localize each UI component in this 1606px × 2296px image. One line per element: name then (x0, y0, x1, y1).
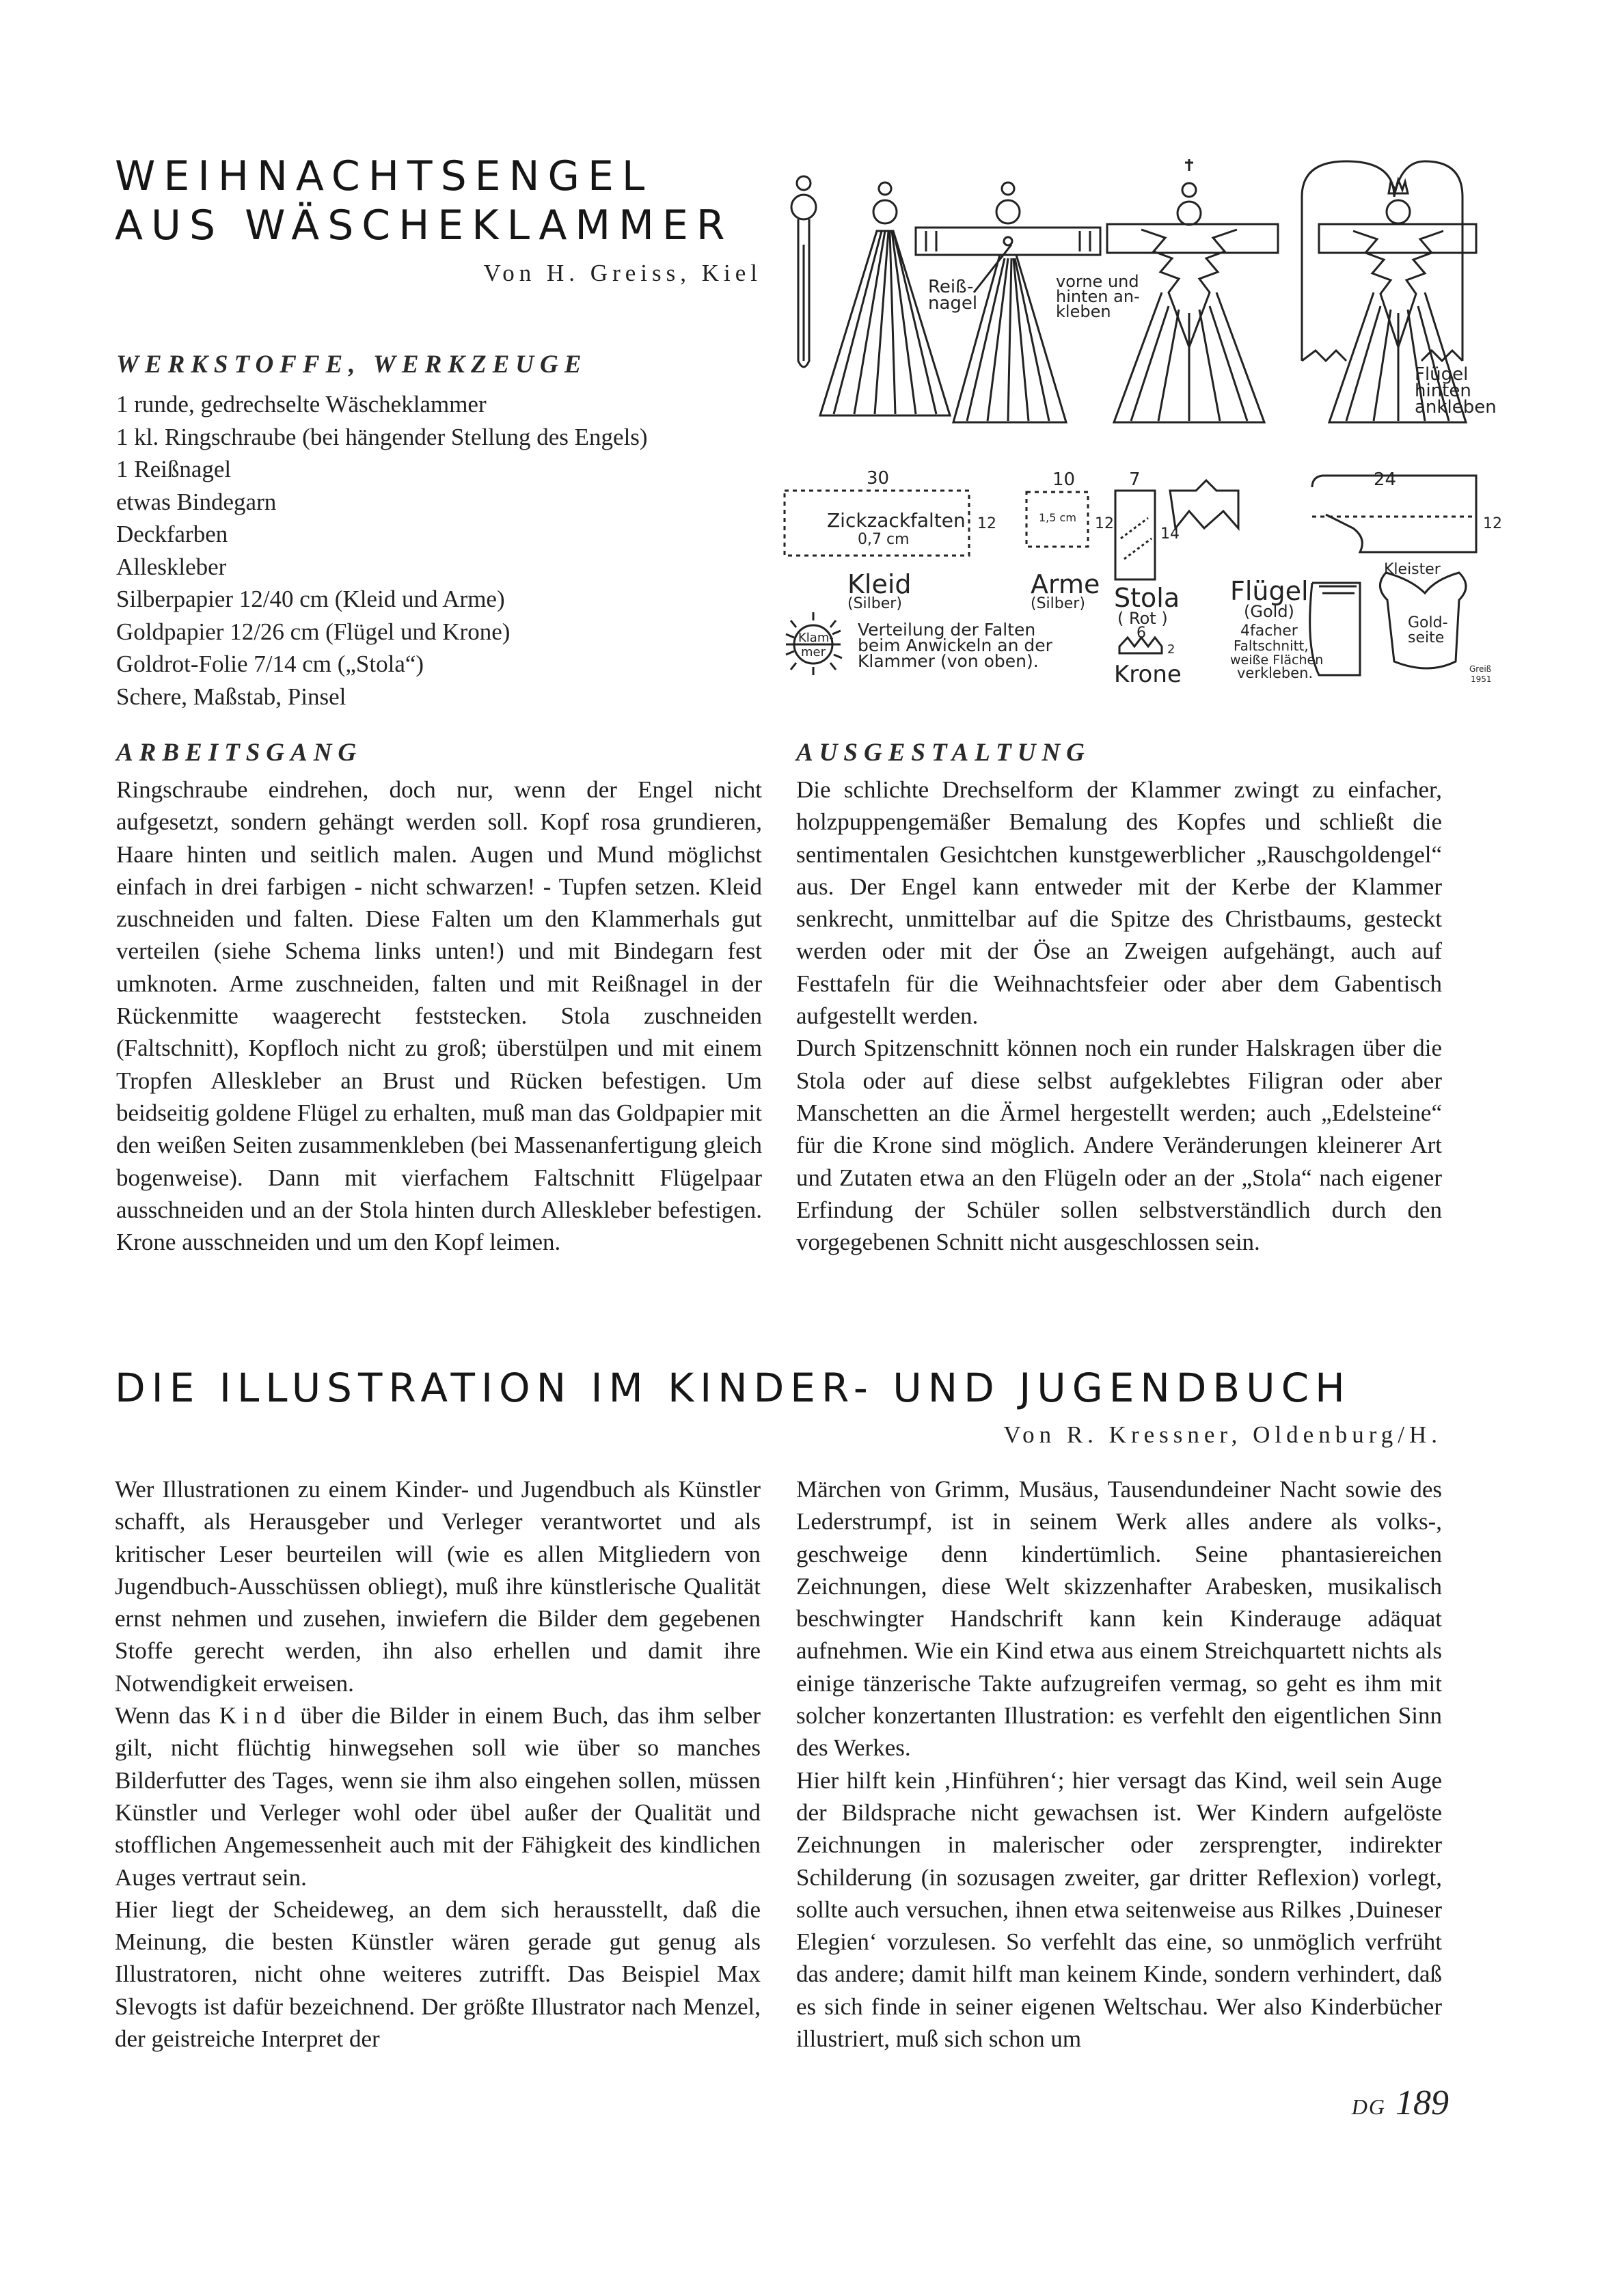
label-vorne-3: kleben (1056, 302, 1111, 321)
label-vierfacher-3: weiße Flächen (1230, 653, 1324, 668)
materials-item: Goldrot-Folie 7/14 cm („Stola“) (116, 651, 424, 677)
label-verteilung-1: Verteilung der Falten (858, 620, 1036, 640)
label-klammer-2: mer (801, 645, 826, 659)
article2-byline: Von R. Kressner, Oldenburg/H. (1003, 1421, 1442, 1448)
label-fluegel-1: Flügel (1415, 364, 1469, 385)
label-kleid: Kleid (847, 569, 912, 599)
article2-paragraph: Wer Illustrationen zu einem Kinder- und Jugendbuch als Künstler schafft, als Herausgeber und Verleger verantwortet und als kritischer Leser beurteilen will (wie es allen Mitgliedern von Jugendbuch-Ausschüssen obliegt), muß ihre künstlerische Qualität ernst nehmen und zusehen, inwiefern die Bilder dem gegebenen Stoffe gerecht werden, ihn also erhellen und damit ihre Notwendigkeit erweisen. (115, 1476, 761, 1697)
label-arme-sub: (Silber) (1031, 595, 1085, 612)
dim-12b: 12 (1095, 515, 1114, 532)
materials-item: 1 Reißnagel (116, 456, 232, 482)
process-heading: ARBEITSGANG (116, 739, 363, 767)
label-zickzack-1: Zickzackfalten (827, 509, 966, 532)
dim-2: 2 (1167, 642, 1175, 657)
angel-construction-diagram (779, 156, 1503, 702)
article2-p2-before: Wenn das (115, 1702, 219, 1730)
materials-item: 1 runde, gedrechselte Wäscheklammer (116, 391, 487, 418)
label-verteilung-3: Klammer (von oben). (858, 651, 1039, 671)
article1-title-line1: WEIHNACHTSENGEL (115, 152, 653, 200)
label-fluegel-b-sub: (Gold) (1244, 602, 1294, 621)
article1-title-line2: AUS WÄSCHEKLAMMER (115, 202, 733, 249)
design-heading: AUSGESTALTUNG (796, 739, 1091, 767)
label-krone: Krone (1114, 661, 1182, 688)
label-verteilung-2: beim Anwickeln an der (858, 636, 1052, 655)
label-signature-2: 1951 (1471, 674, 1492, 684)
materials-item: Schere, Maßstab, Pinsel (116, 683, 346, 710)
label-reissnagel-1: Reiß- (928, 277, 974, 297)
label-fluegel-b: Flügel (1230, 576, 1309, 606)
label-vierfacher-2: Faltschnitt, (1234, 638, 1309, 654)
label-goldseite-2: seite (1408, 629, 1445, 646)
article2-paragraph: Hier liegt der Scheideweg, an dem sich herausstellt, daß die Meinung, die besten Künstler wären gerade gut genug als Illustratoren, nicht ohne weiteres zutrifft. Das Beispiel Max Slevogts ist dafür bezeichnend. Der größte Illustrator nach Menzel, der geistreiche Interpret der (115, 1896, 761, 2053)
design-paragraph: Die schlichte Drechselform der Klammer zwingt zu einfacher, holzpuppengemäßer Bemalung des Kopfes und schließt die sentimentalen Gesichtchen kunstgewerblicher „Rauschgoldengel“ aus. Der Engel kann entweder mit der Kerbe der Klammer senkrecht, unmittelbar auf die Spitze des Christbaums, gesteckt werden oder mit der Öse an Zweigen aufgehängt, auch auf Festtafeln für die Weihnachtsfeier oder aber dem Gabentisch aufgestellt werden. (796, 776, 1442, 1030)
dim-6: 6 (1137, 625, 1146, 642)
label-arme: Arme (1031, 569, 1100, 599)
stola-folded-pattern (1170, 480, 1238, 528)
label-kleister: Kleister (1384, 561, 1441, 578)
materials-item: Goldpapier 12/26 cm (Flügel und Krone) (116, 618, 511, 645)
label-klammer-1: Klam- (798, 631, 834, 645)
clothes-peg-figure (791, 176, 816, 367)
dim-30: 30 (867, 468, 890, 489)
page-number: 189 (1396, 2083, 1449, 2122)
label-vierfacher-4: verkleben. (1237, 665, 1314, 681)
article1-byline: Von H. Greiss, Kiel (483, 260, 762, 286)
dim-24: 24 (1374, 469, 1397, 490)
process-text (116, 774, 762, 1258)
dim-10: 10 (1052, 469, 1076, 490)
article2-p2-after: über die Bilder in einem Buch, das ihm selber gilt, nicht flüchtig hinwegsehen soll wie über so manches Bilderfutter des Tages, wenn sie ihm also eingehen sollen, müssen Künstler und Verleger wohl oder übel außer der Qualität und stofflichen Angemessenheit auch mit der Fähigkeit des kindlichen Auges vertraut sein. (115, 1702, 761, 1891)
materials-heading: WERKSTOFFE, WERKZEUGE (116, 351, 588, 379)
materials-item: Deckfarben (116, 521, 228, 547)
article2-right-column (796, 1473, 1442, 2055)
materials-item: Alleskleber (116, 553, 227, 580)
dim-1-5: 1,5 cm (1039, 511, 1076, 524)
article2-left-column (115, 1473, 761, 2055)
materials-item: etwas Bindegarn (116, 488, 277, 515)
page-footer (1298, 2083, 1449, 2123)
article2-paragraph (115, 1699, 761, 1894)
dim-12a: 12 (977, 515, 996, 532)
design-text (796, 774, 1442, 1258)
label-reissnagel-2: nagel (928, 293, 978, 314)
label-goldseite-1: Gold- (1408, 614, 1448, 631)
label-vorne-2: hinten an- (1056, 287, 1140, 306)
process-paragraph: Ringschraube eindrehen, doch nur, wenn der Engel nicht aufgesetzt, sondern gehängt werden soll. Kopf rosa grundieren, Haare hinten und seitlich malen. Augen und Mund möglichst einfach in drei farbigen - nicht schwarzen! - Tupfen setzen. Kleid zuschneiden und falten. Diese Falten um den Klammerhals gut verteilen (siehe Schema links unten!) und mit Bindegarn fest umknoten. Arme zuschneiden, falten und mit Reißnagel in der Rückenmitte waagerecht feststecken. Stola zuschneiden (Faltschnitt), Kopfloch nicht zu groß; überstülpen und mit einem Tropfen Alleskleber an Brust und Rücken befestigen. Um beidseitig goldene Flügel zu erhalten, muß man das Goldpapier mit den weißen Seiten zusammenkleben (bei Massenanfertigung gleich bogenweise). Dann mit vierfachem Faltschnitt Flügelpaar ausschneiden und an der Stola hinten durch Alleskleber befestigen. Krone ausschneiden und um den Kopf leimen. (116, 776, 762, 1256)
label-zickzack-2: 0,7 cm (858, 531, 910, 548)
label-vierfacher-1: 4facher (1240, 623, 1298, 640)
dim-14: 14 (1160, 525, 1180, 543)
article2-paragraph: Hier hilft kein ‚Hinführen‘; hier versagt das Kind, weil sein Auge der Bildsprache nicht gewachsen ist. Wer Kindern aufgelöste Zeichnungen in malerischer oder zersprengter, indirekter Schilderung (in sozusagen zweiter, gar dritter Reflexion) vorlegt, sollte auch versuchen, ihnen etwa seitenweise aus Rilkes ‚Duineser Elegien‘ vorzulesen. So verfehlt das eine, so unmöglich verfrüht das andere; damit hilft man keinem Kinde, sondern verhindert, daß es sich finde in seiner eigenen Weltschau. Wer also Kinderbücher illustriert, muß sich schon um (796, 1766, 1442, 2053)
article1-title (115, 152, 771, 250)
materials-item: 1 kl. Ringschraube (bei hängender Stellung des Engels) (116, 423, 648, 450)
label-signature-1: Greiß (1469, 664, 1492, 674)
article2-paragraph: Märchen von Grimm, Musäus, Tausendundeiner Nacht sowie des Lederstrumpf, ist in seinem Werk alles andere als volks-, geschweige denn kindertümlich. Seine phantasiereichen Zeichnungen, diese Welt skizzenhafter Arabesken, musikalisch beschwingter Handschrift kann kein Kinderauge adäquat aufnehmen. Wie ein Kind etwa aus einem Streichquartett nichts als einige tänzerische Takte aufzugreifen vermag, so geht es ihm mit solcher konzertanten Illustration: es verfehlt den eigentlichen Sinn des Werkes. (796, 1476, 1442, 1762)
design-paragraph: Durch Spitzenschnitt können noch ein runder Halskragen über die Stola oder auf diese selbst aufgeklebtes Filigran oder aber Manschetten an die Ärmel hergestellt werden; auch „Edelsteine“ für die Krone sind möglich. Andere Veränderungen kleinerer Art und Zutaten etwa an den Flügeln oder an der „Stola“ nach eigener Erfindung der Schüler sollen selbstverständlich durch den vorgegebenen Schnitt nicht ausgeschlossen sein. (796, 1035, 1442, 1256)
dim-12c: 12 (1483, 515, 1502, 532)
article2-title: DIE ILLUSTRATION IM KINDER- UND JUGENDBUCH (115, 1365, 1351, 1411)
dim-7: 7 (1129, 469, 1141, 490)
stola-pattern (1115, 491, 1155, 579)
materials-list (116, 388, 772, 713)
materials-item: Silberpapier 12/40 cm (Kleid und Arme) (116, 586, 505, 612)
label-fluegel-3: ankleben (1415, 397, 1497, 418)
label-stola: Stola (1114, 583, 1180, 613)
article2-p2-emphasis: Kind (219, 1702, 292, 1730)
label-vorne-1: vorne und (1056, 272, 1139, 291)
label-fluegel-2: hinten (1415, 381, 1471, 401)
journal-abbrev: DG (1351, 2094, 1386, 2119)
label-kleid-sub: (Silber) (847, 595, 902, 612)
label-stola-sub: ( Rot ) (1117, 609, 1168, 628)
